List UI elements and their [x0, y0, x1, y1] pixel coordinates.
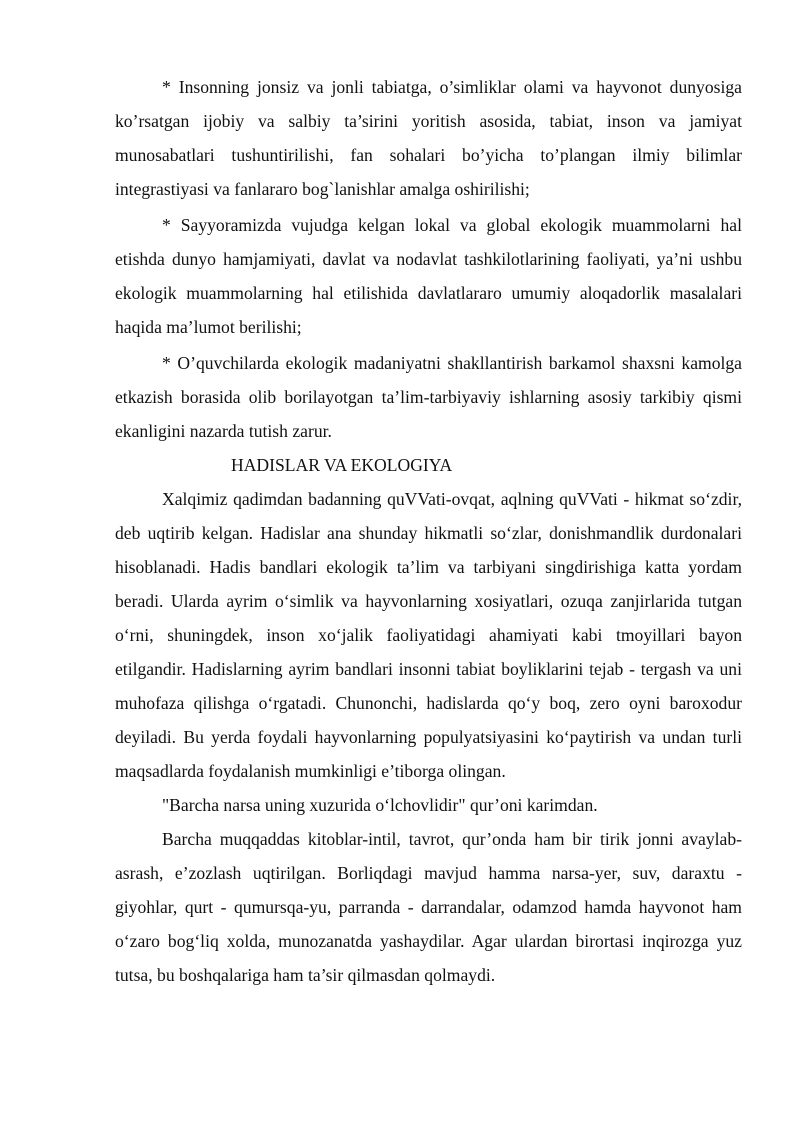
paragraph-holy-books: Barcha muqqaddas kitoblar-intil, tavrot, qur’onda ham bir tirik jonni avaylab-asrash, e’zozlash uqtirilgan. Borliqdagi mavjud hamma narsa-yer, suv, daraxtu - giyohlar, qurt - qumursqa-yu, parranda - darrandalar, odamzod hamda hayvonot ham o‘zaro bog‘liq xolda, munozanatda yashaydilar. Agar ulardan birortasi inqirozga yuz tutsa, bu boshqalariga ham ta’sir qilmasdan qolmaydi.: [115, 829, 742, 985]
paragraph-hadis-intro: Xalqimiz qadimdan badanning quVVati-ovqat, aqlning quVVati - hikmat so‘zdir, deb uqtirib kelgan. Hadislar ana shunday hikmatli so‘zlar, donishmandlik durdonalari hisoblanadi. Hadis bandlari ekologik ta’lim va tarbiyani singdirishiga katta yordam beradi. Ularda ayrim o‘simlik va hayvonlarning xosiyatlari, ozuqa zanjirlarida tutgan o‘rni, shuningdek, inson xo‘jalik faoliyatidagi ahamiyati kabi tmoyillari bayon etilgandir. Hadislarning ayrim bandlari insonni tabiat boyliklarini tejab - tergash va uni muhofaza qilishga o‘rgatadi. Chunonchi, hadislarda qo‘y boq, zero oyni baroxodur deyiladi. Bu yerda foydali hayvonlarning populyatsiyasini ko‘paytirish va undan turli maqsadlarda foydalanish mumkinligi e’tiborga olingan.: [115, 489, 742, 781]
paragraph-bullet-3: * O’quvchilarda ekologik madaniyatni shakllantirish barkamol shaxsni kamolga etkazish borasida olib borilayotgan ta’lim-tarbiyaviy ishlarning asosiy tarkibiy qismi ekanligini nazarda tutish zarur.: [115, 353, 742, 441]
paragraph-quote: "Barcha narsa uning xuzurida o‘lchovlidir" qur’oni karimdan.: [162, 795, 598, 815]
document-body: [115, 70, 742, 992]
paragraph-bullet-1: * Insonning jonsiz va jonli tabiatga, o’simliklar olami va hayvonot dunyosiga ko’rsatgan ijobiy va salbiy ta’sirini yoritish asosida, tabiat, inson va jamiyat munosabatlari tushuntirilishi, fan sohalari bo’yicha to’plangan ilmiy bilimlar integrastiyasi va fanlararo bog`lanishlar amalga oshirilishi;: [115, 77, 742, 199]
section-heading: HADISLAR VA EKOLOGIYA: [231, 455, 453, 475]
paragraph-bullet-2: * Sayyoramizda vujudga kelgan lokal va global ekologik muammolarni hal etishda dunyo hamjamiyati, davlat va nodavlat tashkilotlarining faoliyati, ya’ni ushbu ekologik muammolarning hal etilishida davlatlararo umumiy aloqadorlik masalalari haqida ma’lumot berilishi;: [115, 215, 742, 337]
